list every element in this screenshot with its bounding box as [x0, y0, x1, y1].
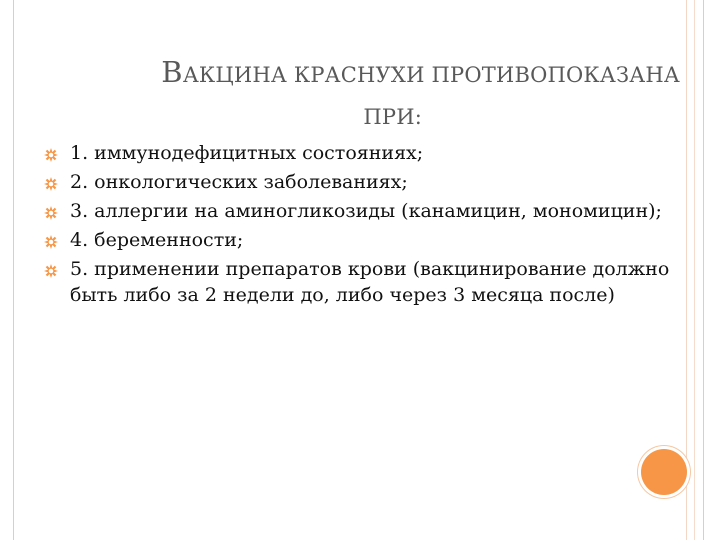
frame-right-inner-line — [686, 0, 687, 540]
title-initial: В — [161, 55, 183, 89]
list-item — [44, 169, 684, 195]
title-line-2: ПРИ: — [363, 105, 422, 129]
frame-right-outer-line — [703, 0, 704, 540]
title-rest: АКЦИНА КРАСНУХИ ПРОТИВОПОКАЗАНА — [182, 63, 680, 87]
diamond-star-icon — [44, 235, 58, 249]
slide-title — [60, 52, 680, 137]
frame-left-line — [13, 0, 14, 540]
list-item — [44, 198, 684, 224]
diamond-star-icon — [44, 206, 58, 220]
frame-right-inner-line-2 — [694, 0, 695, 540]
list-item-text: 4. беременности; — [70, 229, 244, 251]
bullet-list — [44, 140, 684, 308]
diamond-star-icon — [44, 148, 58, 162]
list-item-text: 3. аллергии на аминогликозиды (канамицин, мономицин); — [70, 200, 662, 222]
diamond-star-icon — [44, 177, 58, 191]
list-item-text: 5. применении препаратов крови (вакцинирование должно быть либо за 2 недели до, либо через 3 месяца после) — [70, 258, 670, 306]
list-item — [44, 256, 684, 308]
diamond-star-icon — [44, 264, 58, 278]
title-line-1 — [60, 52, 680, 97]
list-item — [44, 227, 684, 253]
list-item-text: 1. иммунодефицитных состояниях; — [70, 142, 424, 164]
corner-circle-decoration — [641, 449, 687, 495]
list-item-text: 2. онкологических заболеваниях; — [70, 171, 408, 193]
list-item — [44, 140, 684, 166]
